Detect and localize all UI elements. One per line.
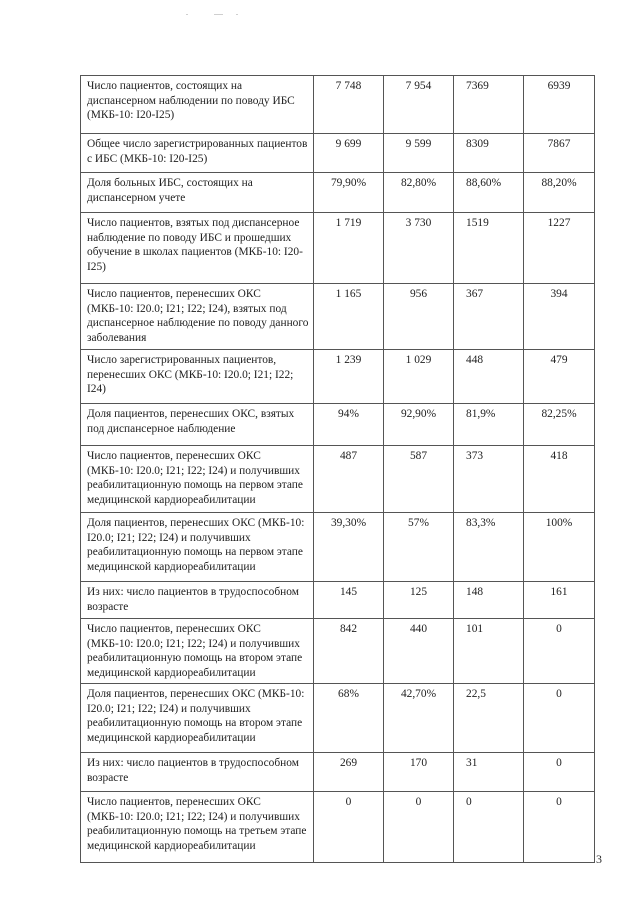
page-number: 3 xyxy=(596,852,602,866)
value-cell: 81,9% xyxy=(454,404,524,445)
value-cell: 94% xyxy=(314,404,384,445)
value-cell: 373 xyxy=(454,446,524,512)
value-cell: 0 xyxy=(384,792,454,862)
table-row xyxy=(81,133,595,172)
row-label: Доля пациентов, перенесших ОКС (МКБ-10: I20.0; I21; I22; I24) и получивших реабилитационную помощь на первом этапе медицинской кардиореабилитации xyxy=(81,513,314,581)
value-cell: 6939 xyxy=(524,76,595,133)
row-label: Число пациентов, перенесших ОКС (МКБ-10: I20.0; I21; I22; I24) и получивших реабилитационную помощь на первом этапе медицинской кардиореабилитации xyxy=(81,446,314,512)
value-cell: 82,80% xyxy=(384,173,454,212)
row-label: Число пациентов, состоящих на диспансерном наблюдении по поводу ИБС (МКБ-10: I20-I25) xyxy=(81,76,314,133)
value-cell: 1227 xyxy=(524,213,595,283)
table-row xyxy=(81,581,595,618)
value-cell: 587 xyxy=(384,446,454,512)
value-cell: 394 xyxy=(524,284,595,349)
value-cell: 1 029 xyxy=(384,350,454,403)
value-cell: 440 xyxy=(384,619,454,683)
scan-speck xyxy=(236,14,238,15)
value-cell: 956 xyxy=(384,284,454,349)
value-cell: 68% xyxy=(314,684,384,752)
value-cell: 448 xyxy=(454,350,524,403)
row-label: Число зарегистрированных пациентов, перенесших ОКС (МКБ-10: I20.0; I21; I22; I24) xyxy=(81,350,314,403)
value-cell: 0 xyxy=(314,792,384,862)
table-row xyxy=(81,75,595,133)
value-cell: 88,60% xyxy=(454,173,524,212)
row-label: Число пациентов, перенесших ОКС (МКБ-10: I20.0; I21; I22; I24) и получивших реабилитационную помощь на втором этапе медицинской кардиореабилитации xyxy=(81,619,314,683)
value-cell: 367 xyxy=(454,284,524,349)
table-row xyxy=(81,752,595,791)
row-label: Доля больных ИБС, состоящих на диспансерном учете xyxy=(81,173,314,212)
value-cell: 479 xyxy=(524,350,595,403)
table-row xyxy=(81,791,595,863)
value-cell: 82,25% xyxy=(524,404,595,445)
row-label: Из них: число пациентов в трудоспособном возрасте xyxy=(81,753,314,791)
value-cell: 88,20% xyxy=(524,173,595,212)
table-row xyxy=(81,349,595,403)
value-cell: 57% xyxy=(384,513,454,581)
value-cell: 487 xyxy=(314,446,384,512)
scan-speck xyxy=(186,14,188,15)
table-row xyxy=(81,172,595,212)
value-cell: 269 xyxy=(314,753,384,791)
table-row xyxy=(81,212,595,283)
table-row xyxy=(81,618,595,683)
scan-speck xyxy=(214,14,223,15)
row-label: Число пациентов, перенесших ОКС (МКБ-10: I20.0; I21; I22; I24), взятых под диспансерное наблюдение по поводу данного заболевания xyxy=(81,284,314,349)
value-cell: 9 699 xyxy=(314,134,384,172)
value-cell: 1519 xyxy=(454,213,524,283)
value-cell: 31 xyxy=(454,753,524,791)
table-row xyxy=(81,683,595,752)
row-label: Доля пациентов, перенесших ОКС (МКБ-10: I20.0; I21; I22; I24) и получивших реабилитационную помощь на втором этапе медицинской кардиореабилитации xyxy=(81,684,314,752)
value-cell: 92,90% xyxy=(384,404,454,445)
table-row xyxy=(81,403,595,445)
row-label: Число пациентов, перенесших ОКС (МКБ-10: I20.0; I21; I22; I24) и получивших реабилитационную помощь на третьем этапе медицинской кардиореабилитации xyxy=(81,792,314,862)
value-cell: 39,30% xyxy=(314,513,384,581)
row-label: Из них: число пациентов в трудоспособном возрасте xyxy=(81,582,314,618)
value-cell: 0 xyxy=(524,619,595,683)
value-cell: 148 xyxy=(454,582,524,618)
table-row xyxy=(81,512,595,581)
value-cell: 125 xyxy=(384,582,454,618)
value-cell: 0 xyxy=(524,684,595,752)
value-cell: 3 730 xyxy=(384,213,454,283)
table-row xyxy=(81,445,595,512)
value-cell: 1 239 xyxy=(314,350,384,403)
row-label: Число пациентов, взятых под диспансерное наблюдение по поводу ИБС и прошедших обучение в школах пациентов (МКБ-10: I20-I25) xyxy=(81,213,314,283)
value-cell: 100% xyxy=(524,513,595,581)
value-cell: 7 954 xyxy=(384,76,454,133)
value-cell: 0 xyxy=(454,792,524,862)
value-cell: 7369 xyxy=(454,76,524,133)
value-cell: 22,5 xyxy=(454,684,524,752)
row-label: Доля пациентов, перенесших ОКС, взятых под диспансерное наблюдение xyxy=(81,404,314,445)
statistics-table xyxy=(80,75,595,863)
table-row xyxy=(81,283,595,349)
value-cell: 1 165 xyxy=(314,284,384,349)
value-cell: 7867 xyxy=(524,134,595,172)
value-cell: 170 xyxy=(384,753,454,791)
value-cell: 79,90% xyxy=(314,173,384,212)
value-cell: 101 xyxy=(454,619,524,683)
value-cell: 7 748 xyxy=(314,76,384,133)
value-cell: 9 599 xyxy=(384,134,454,172)
value-cell: 0 xyxy=(524,792,595,862)
value-cell: 418 xyxy=(524,446,595,512)
value-cell: 0 xyxy=(524,753,595,791)
row-label: Общее число зарегистрированных пациентов с ИБС (МКБ-10: I20-I25) xyxy=(81,134,314,172)
value-cell: 161 xyxy=(524,582,595,618)
value-cell: 1 719 xyxy=(314,213,384,283)
value-cell: 8309 xyxy=(454,134,524,172)
value-cell: 145 xyxy=(314,582,384,618)
value-cell: 842 xyxy=(314,619,384,683)
value-cell: 42,70% xyxy=(384,684,454,752)
value-cell: 83,3% xyxy=(454,513,524,581)
